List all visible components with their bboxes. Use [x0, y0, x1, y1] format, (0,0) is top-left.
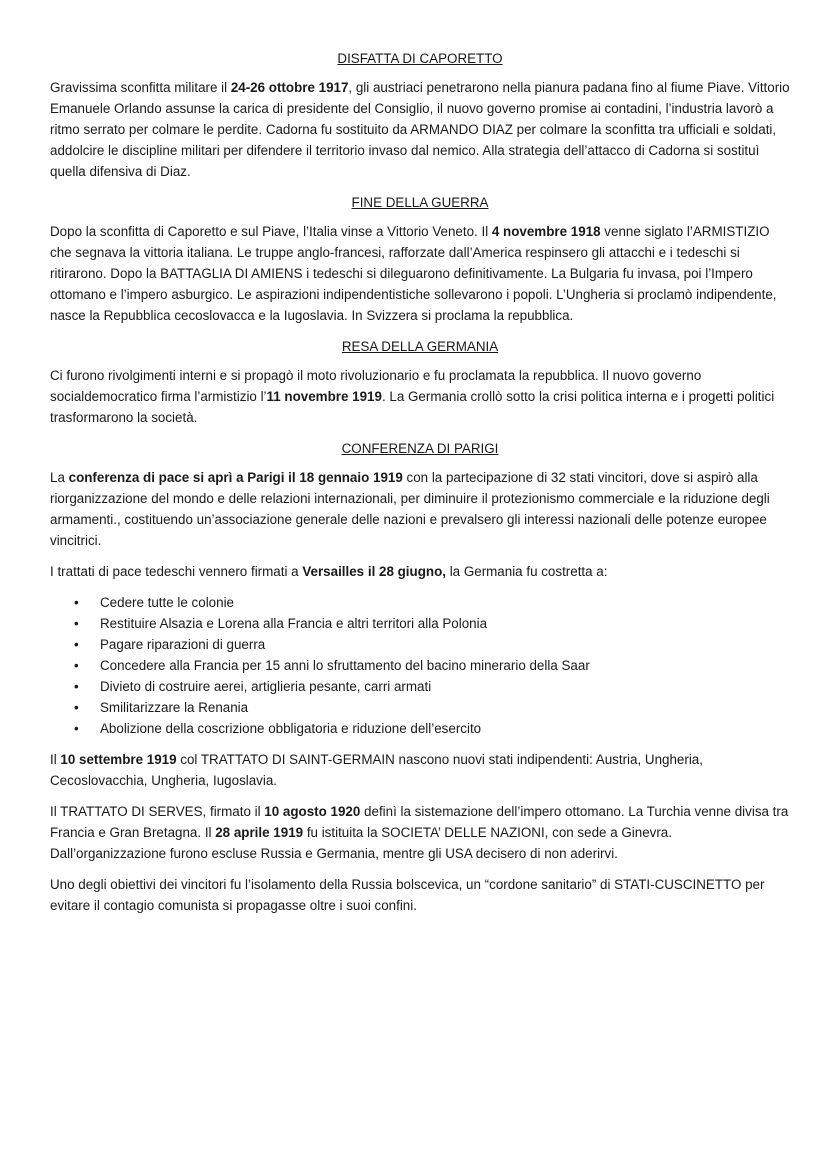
- bullet-icon: •: [74, 700, 79, 715]
- text-run: la Germania fu costretta a:: [445, 564, 608, 579]
- text-run: fu istituita la SOCIETA’ DELLE NAZIONI, con sede a Ginevra. Dall’organizzazione furono escluse Russia e Germania, mentre gli USA decisero di non aderirvi.: [50, 825, 672, 861]
- text-run: Ci furono rivolgimenti interni e si propagò il moto rivoluzionario e fu proclamata la repubblica. Il nuovo governo socialdemocratico firma l’armistizio l’: [50, 368, 702, 404]
- bold-text: 24-26 ottobre 1917: [230, 80, 349, 95]
- list-item: [50, 676, 790, 697]
- paragraph: [50, 561, 790, 582]
- bold-text: 10 agosto 1920: [264, 804, 361, 819]
- bullet-icon: •: [74, 721, 79, 736]
- paragraph: [50, 467, 790, 551]
- list-item: [50, 634, 790, 655]
- list-item-text: Abolizione della coscrizione obbligatoria e riduzione dell’esercito: [100, 721, 482, 736]
- list-item-text: Divieto di costruire aerei, artiglieria pesante, carri armati: [100, 679, 432, 694]
- section-heading: RESA DELLA GERMANIA: [341, 339, 499, 354]
- text-run: definì la sistemazione dell’impero ottomano. La Turchia venne divisa tra Francia e Gran Bretagna. Il: [50, 804, 789, 840]
- list-item: [50, 613, 790, 634]
- list-item-text: Pagare riparazioni di guerra: [100, 637, 266, 652]
- text-run: col TRATTATO DI SAINT-GERMAIN nascono nuovi stati indipendenti: Austria, Ungheria, Cecoslovacchia, Ungheria, Iugoslavia.: [50, 752, 703, 788]
- list-item-text: Cedere tutte le colonie: [100, 595, 234, 610]
- text-run: venne siglato l’ARMISTIZIO che segnava la vittoria italiana. Le truppe anglo-francesi, rafforzate dall’America respinsero gli attacchi e i tedeschi si ritirarono. Dopo la BATTAGLIA DI AMIENS i tedeschi si dileguarono definitivamente. La Bulgaria fu invasa, poi l’Impero ottomano e l’impero asburgico. Le aspirazioni indipendentistiche sollevarono i popoli. L’Ungheria si proclamò indipendente, nasce la Repubblica cecoslovacca e la Iugoslavia. In Svizzera si proclama la repubblica.: [50, 224, 777, 323]
- paragraph: [50, 801, 790, 864]
- bullet-icon: •: [74, 637, 79, 652]
- bold-text: Versailles il 28 giugno,: [302, 564, 446, 579]
- text-run: I trattati di pace tedeschi vennero firmati a: [50, 564, 303, 579]
- bold-text: 11 novembre 1919: [266, 389, 382, 404]
- document-page: [50, 48, 790, 926]
- paragraph: [50, 874, 790, 916]
- list-item: [50, 655, 790, 676]
- text-run: con la partecipazione di 32 stati vincitori, dove si aspirò alla riorganizzazione del mondo e delle relazioni internazionali, per diminuire il protezionismo commerciale e la riduzione degli armamenti., costituendo un’associazione generale delle nazioni e prevalsero gli interessi nazionali delle potenze europee vincitrici.: [50, 470, 770, 548]
- bullet-icon: •: [74, 679, 79, 694]
- list-item: [50, 718, 790, 739]
- section-heading: FINE DELLA GUERRA: [351, 195, 489, 210]
- list-item-text: Restituire Alsazia e Lorena alla Francia e altri territori alla Polonia: [100, 616, 488, 631]
- bullet-icon: •: [74, 595, 79, 610]
- list-item-text: Smilitarizzare la Renania: [100, 700, 249, 715]
- section-heading: DISFATTA DI CAPORETTO: [337, 51, 503, 66]
- bold-text: 10 settembre 1919: [60, 752, 177, 767]
- list-item: [50, 592, 790, 613]
- paragraph: [50, 77, 790, 182]
- bold-text: conferenza di pace si aprì a Parigi il 18 gennaio 1919: [68, 470, 403, 485]
- list-item: [50, 697, 790, 718]
- text-run: , gli austriaci penetrarono nella pianura padana fino al fiume Piave. Vittorio Emanuele Orlando assunse la carica di presidente del Consiglio, il nuovo governo promise ai contadini, l’industria lavorò a ritmo serrato per colmare le perdite. Cadorna fu sostituito da ARMANDO DIAZ per colmare la sconfitta tra ufficiali e soldati, addolcire le discipline militari per difendere il territorio invaso dal nemico. Alla strategia dell’attacco di Cadorna si sostituì quella difensiva di Diaz.: [50, 80, 790, 179]
- text-run: Il: [50, 752, 61, 767]
- text-run: Il TRATTATO DI SERVES, firmato il: [50, 804, 265, 819]
- paragraph: [50, 221, 790, 326]
- paragraph: [50, 365, 790, 428]
- bullet-list: [50, 592, 790, 739]
- text-run: . La Germania crollò sotto la crisi politica interna e i progetti politici trasformarono la società.: [50, 389, 775, 425]
- text-run: Uno degli obiettivi dei vincitori fu l’isolamento della Russia bolscevica, un “cordone sanitario” di STATI-CUSCINETTO per evitare il contagio comunista si propagasse oltre i suoi confini.: [50, 877, 765, 913]
- paragraph: [50, 749, 790, 791]
- text-run: Gravissima sconfitta militare il: [50, 80, 231, 95]
- bold-text: 4 novembre 1918: [491, 224, 601, 239]
- bullet-icon: •: [74, 658, 79, 673]
- section-heading: CONFERENZA DI PARIGI: [341, 441, 499, 456]
- bold-text: 28 aprile 1919: [215, 825, 304, 840]
- bullet-icon: •: [74, 616, 79, 631]
- text-run: La: [50, 470, 69, 485]
- list-item-text: Concedere alla Francia per 15 anni lo sfruttamento del bacino minerario della Saar: [100, 658, 590, 673]
- text-run: Dopo la sconfitta di Caporetto e sul Piave, l’Italia vinse a Vittorio Veneto. Il: [50, 224, 492, 239]
